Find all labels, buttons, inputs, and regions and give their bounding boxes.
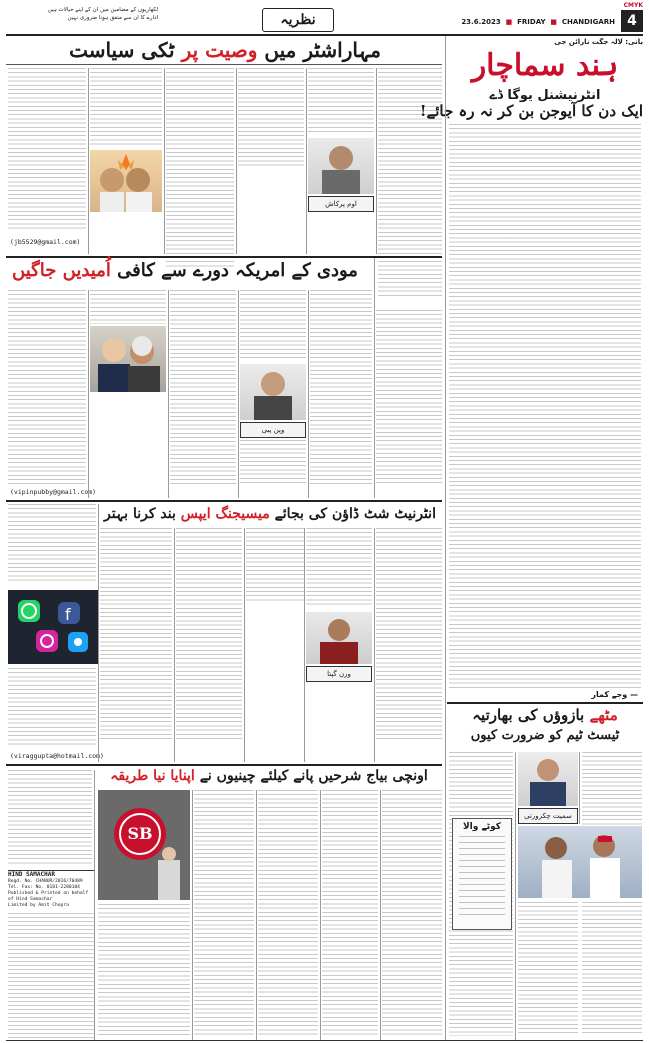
politics-rule	[6, 64, 442, 65]
china-col-5	[382, 790, 442, 1038]
internet-col-6	[376, 528, 442, 742]
cricket-byline: سمیت چکرورتی	[518, 808, 578, 824]
modi-col-5	[240, 440, 306, 486]
internet-col-left	[8, 504, 96, 584]
china-col-rule-4	[320, 790, 321, 1040]
modi-col-4	[240, 290, 306, 360]
politics-col-rule-4	[306, 68, 307, 254]
svg-text:f: f	[65, 605, 71, 624]
china-col-rule-5	[380, 790, 381, 1040]
internet-col-rule-5	[374, 528, 375, 762]
china-col-rule-3	[256, 790, 257, 1040]
poem-title: کوٹے والا	[462, 822, 502, 832]
modi-col-rule-1	[88, 290, 89, 498]
disclaimer-line-2: ادارے کا ان سے متفق ہونا ضروری نہیں	[67, 15, 158, 21]
politics-col-rule-2	[164, 68, 165, 254]
modi-col-1	[8, 290, 86, 486]
china-headline	[96, 768, 442, 784]
disclaimer-line-1: لکھاریوں کے مضامین میں ان کے اپنے خیالات ہیں	[47, 7, 158, 13]
politics-byline: اوم پرکاش	[308, 196, 374, 212]
cricket-headline-accent: بازوؤں کی بھارتیہ	[472, 706, 585, 724]
cricket-col-rule-1	[515, 752, 516, 1040]
cricket-headline-line-2: ٹیسٹ ٹیم کو ضرورت کیوں	[470, 728, 620, 743]
imprint-line-3: Published & Printed on behalf of Hind Samachar	[8, 891, 89, 902]
cricket-headline-line-1	[449, 706, 641, 724]
internet-col-rule-4	[304, 528, 305, 762]
internet-headline-text: انٹرنیٹ شٹ ڈاؤن کی بجائے	[274, 506, 436, 522]
modi-email: (vipinpubby@gmail.com)	[10, 488, 97, 496]
modi-col-rule-2	[168, 290, 169, 498]
masthead-tagline: انٹرنیشنل یوگا ڈے	[489, 88, 601, 103]
modi-col-rule-5	[374, 258, 375, 498]
modi-col-7	[376, 310, 442, 486]
whatsapp-icon	[18, 600, 40, 622]
page-number: 4	[621, 10, 643, 32]
author-portrait	[306, 612, 372, 664]
editorial-body	[449, 124, 641, 689]
politics-col-5	[308, 68, 374, 134]
cmyk-tag: CMYK	[623, 2, 643, 9]
disclaimer	[8, 6, 158, 22]
modi-col-3	[170, 290, 236, 486]
internet-headline-accent: میسیجنگ ایپس	[180, 506, 270, 522]
internet-col-rule-3	[244, 528, 245, 762]
politics-email: (jb5529@gmail.com)	[10, 238, 81, 246]
china-col-4	[322, 790, 378, 1038]
politics-col-6	[378, 68, 442, 298]
internet-byline: ورن گپتا	[306, 666, 372, 682]
cricket-col-4	[518, 902, 578, 1036]
cricketers-photo	[518, 826, 642, 898]
masthead	[447, 36, 643, 112]
modi-headline	[10, 260, 360, 281]
politics-headline-part-2: ٹکی سیاست	[69, 38, 175, 62]
internet-email: (viraggupta@hotmail.com)	[10, 752, 104, 760]
politics-photo	[90, 150, 162, 212]
editorial-headline: ایک دن کا آیوجن بن کر نہ رہ جائے!	[419, 102, 643, 120]
lotus-icon	[90, 150, 162, 212]
politics-headline-part-1: مہاراشٹر میں	[264, 38, 381, 62]
china-col-rule-1	[94, 770, 95, 1040]
bank-sign	[98, 790, 190, 900]
masthead-name: ہند سماچار	[471, 48, 619, 83]
section-badge: نظریہ	[262, 8, 334, 32]
imprint-line-1: Regd. No. CHANUR/2016/70489	[8, 879, 83, 884]
header-strip	[0, 0, 649, 36]
author-portrait	[308, 138, 374, 194]
poem-box	[452, 818, 512, 930]
modi-col-6	[310, 290, 372, 486]
politics-col-rule-3	[236, 68, 237, 254]
facebook-icon	[58, 602, 80, 624]
imprint-line-2: Tel. Fax: No. 0181-2280104	[8, 885, 80, 890]
modi-col-rule-4	[308, 290, 309, 498]
internet-photo	[8, 590, 98, 664]
founders-line: بانی: لالہ جگت نارائن جی	[554, 38, 643, 46]
internet-author-photo	[306, 612, 372, 664]
modi-author-photo	[240, 364, 306, 420]
cricket-col-rule-2	[579, 752, 580, 824]
politics-col-rule-5	[376, 68, 377, 254]
internet-col-3	[176, 528, 242, 742]
internet-col-1	[8, 668, 96, 748]
imprint-box	[8, 870, 94, 1039]
imprint-line-4: Limited by Amit Chopra	[8, 903, 69, 908]
china-col-1	[98, 904, 190, 1038]
imprint-paper-name: HIND SAMACHAR	[8, 871, 55, 878]
china-col-2	[194, 790, 254, 1038]
internet-col-5	[306, 528, 372, 608]
politics-col-4	[238, 68, 304, 168]
author-portrait	[240, 364, 306, 420]
divider-editorial	[445, 36, 446, 1040]
leaders-photo	[90, 326, 166, 392]
modi-headline-accent: اُمیدیں جاگیں	[12, 260, 111, 281]
author-portrait	[518, 752, 578, 806]
cricket-col-5	[582, 902, 642, 1036]
internet-top-rule	[6, 500, 442, 502]
internet-headline-end: بند کرنا بہتر	[104, 506, 176, 522]
politics-col-2	[90, 68, 162, 148]
internet-col-rule-1	[98, 504, 99, 762]
weekday: FRIDAY	[517, 18, 546, 26]
politics-headline	[10, 38, 440, 62]
internet-col-rule-2	[174, 528, 175, 762]
page-bottom-rule	[6, 1040, 643, 1041]
cricket-top-rule	[447, 702, 643, 704]
city: CHANDIGARH	[561, 18, 615, 26]
cricket-author-photo	[518, 752, 578, 806]
politics-col-rule-1	[88, 68, 89, 254]
apps-collage	[8, 590, 98, 664]
politics-col-3	[166, 68, 234, 268]
instagram-icon	[36, 630, 58, 652]
politics-headline-accent: وصیت پر	[181, 38, 258, 62]
internet-col-2	[100, 528, 172, 742]
modi-col-rule-3	[238, 290, 239, 498]
politics-author-photo	[308, 138, 374, 194]
modi-byline: وپن پبی	[240, 422, 306, 438]
modi-photo	[90, 326, 166, 392]
politics-col-1	[8, 68, 86, 232]
china-col-rule-2	[192, 790, 193, 1040]
date: 23.6.2023	[461, 18, 501, 26]
internet-col-4	[246, 528, 304, 602]
china-col-left	[8, 770, 92, 866]
dateline: 23.6.2023 ■ FRIDAY ■ CHANDIGARH	[461, 18, 615, 26]
twitter-icon	[68, 632, 88, 652]
cricket-photo	[518, 826, 642, 898]
china-headline-text: اونچی بیاج شرحیں پانے کیلئے چینیوں نے	[199, 768, 428, 784]
bank-sign-text: SB	[127, 824, 153, 843]
modi-headline-text: مودی کے امریکہ دورے سے کافی	[117, 260, 358, 281]
editorial-signoff: — وجے کمار	[591, 690, 638, 699]
internet-headline	[100, 506, 440, 522]
cricket-headline-part-1: مٹھے	[589, 706, 618, 724]
china-headline-accent: اپنایا نیا طریقہ	[110, 768, 195, 784]
modi-col-2	[90, 290, 166, 324]
china-top-rule	[6, 764, 442, 766]
china-col-3	[258, 790, 318, 1038]
china-photo	[98, 790, 190, 900]
modi-top-rule	[6, 256, 442, 258]
